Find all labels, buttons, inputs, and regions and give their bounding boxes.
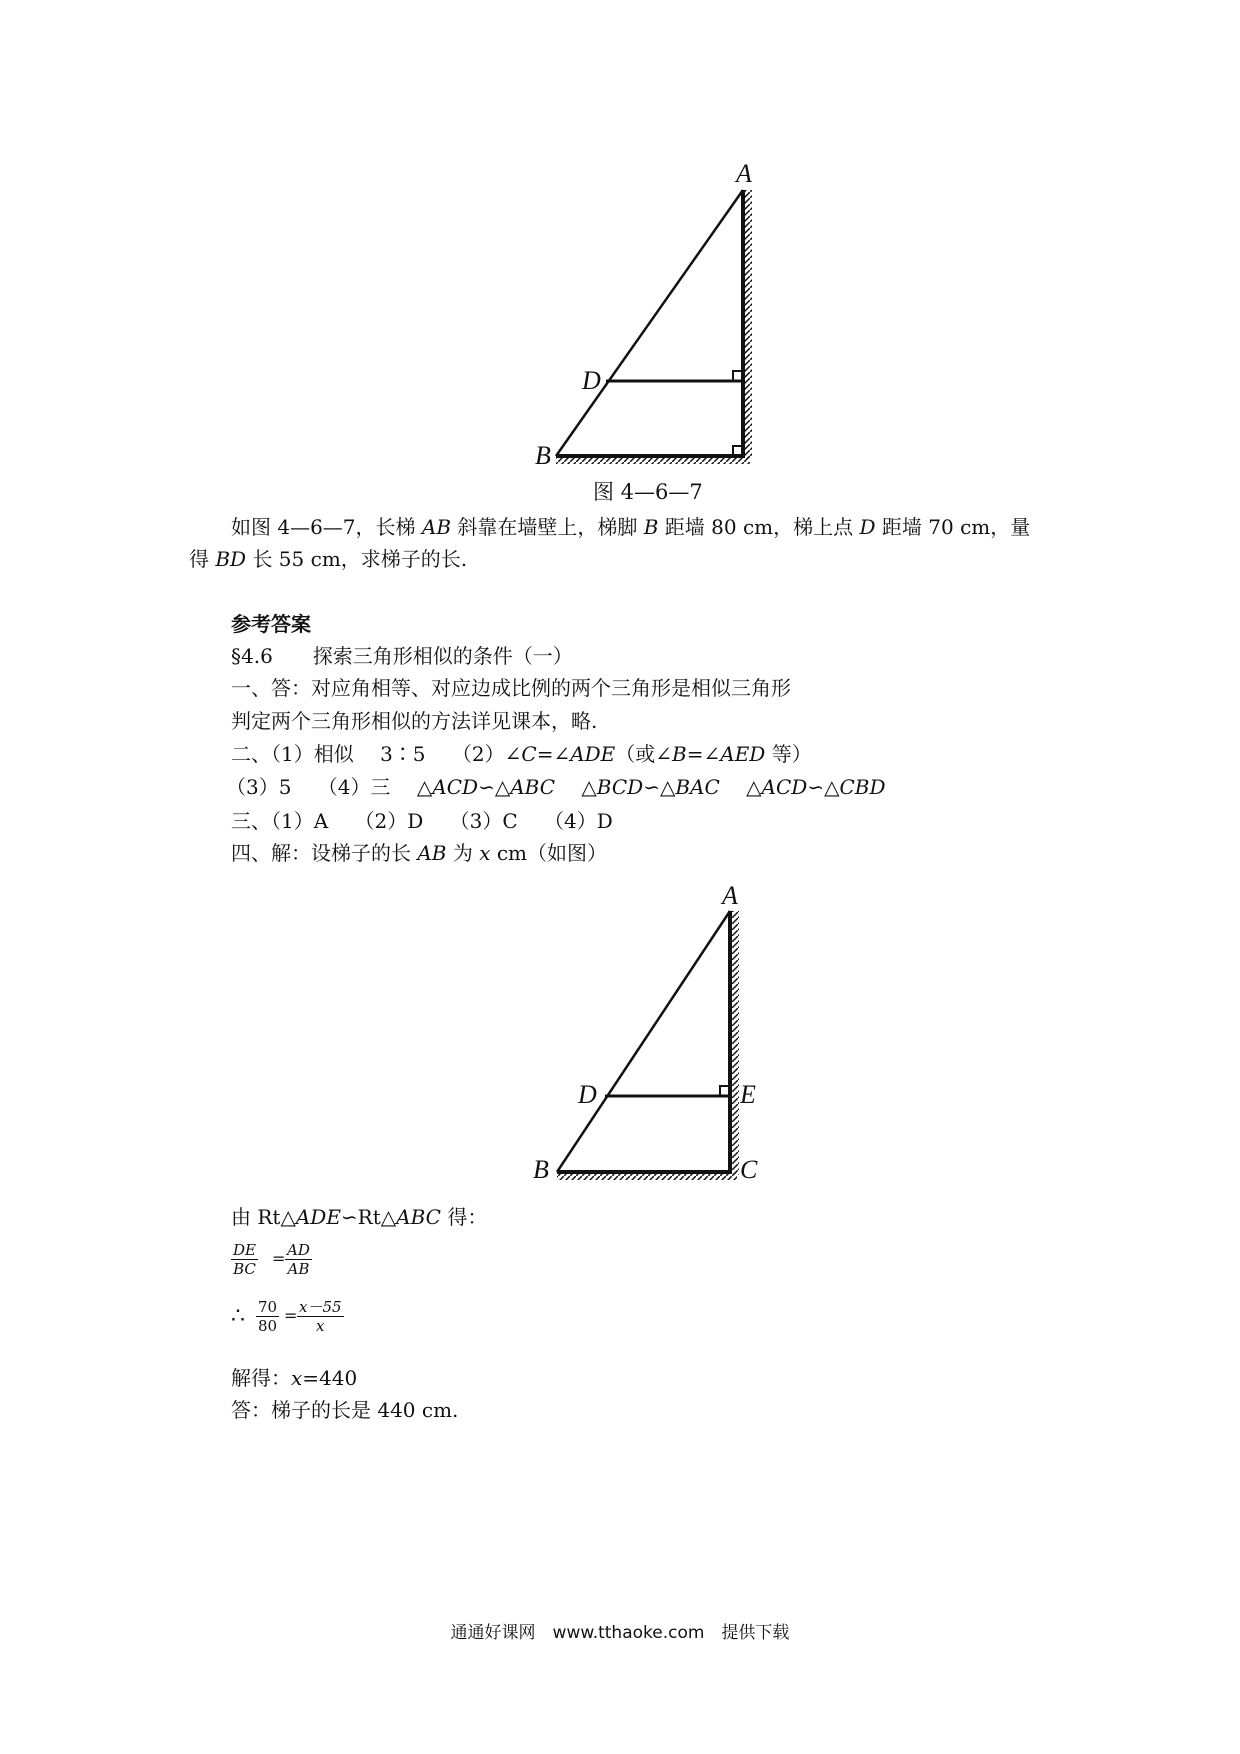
- var: ACD: [761, 775, 808, 799]
- var: D: [859, 515, 876, 539]
- text: 距墙 70 cm，量: [875, 515, 1031, 539]
- text: =440: [302, 1366, 358, 1390]
- solution-line-1: [231, 1204, 487, 1230]
- denominator: BC: [233, 1260, 256, 1278]
- solve-line: [231, 1365, 357, 1391]
- label-d: D: [578, 1080, 597, 1109]
- wall-hatch: [731, 911, 739, 1175]
- var: ABC: [396, 1205, 441, 1229]
- var: ACD: [432, 775, 479, 799]
- answer-2-line-1: [231, 741, 812, 767]
- text: 解得：: [231, 1366, 291, 1390]
- text: ∽△: [478, 775, 511, 799]
- var: ADE: [295, 1205, 341, 1229]
- therefore-symbol: ∴: [231, 1304, 245, 1329]
- answer-2-line-2: [226, 774, 886, 800]
- var: AB: [417, 841, 447, 865]
- fraction-de-bc: [231, 1241, 258, 1278]
- fraction-70-80: [256, 1298, 279, 1335]
- text: 得: [189, 547, 216, 571]
- text: 如图 4—6—7，长梯: [231, 515, 422, 539]
- text: =∠: [686, 742, 721, 766]
- ladder-ab: [557, 911, 730, 1172]
- answer-1-line-1: 一、答：对应角相等、对应边成比例的两个三角形是相似三角形: [231, 676, 791, 700]
- text: 等）: [765, 742, 812, 766]
- var: BD: [215, 547, 247, 571]
- ladder-ab: [556, 190, 743, 456]
- label-a: A: [736, 159, 752, 188]
- denominator: AB: [287, 1260, 310, 1278]
- figure-caption: 图 4—6—7: [593, 480, 703, 504]
- var: CBD: [839, 775, 886, 799]
- denominator: 80: [258, 1317, 278, 1335]
- text: 长 55 cm，求梯子的长.: [246, 547, 468, 571]
- answer-3-line: 三、（1）A （2）D （3）C （4）D: [231, 809, 613, 833]
- text: 由 Rt△: [231, 1205, 296, 1229]
- numerator: DE: [233, 1241, 256, 1259]
- var: x: [479, 841, 491, 865]
- equals-sign: =: [284, 1306, 298, 1325]
- var: B: [672, 742, 687, 766]
- label-b: B: [533, 1155, 549, 1184]
- label-a: A: [722, 881, 738, 910]
- page-footer: 通通好课网 www.tthaoke.com 提供下载: [450, 1623, 790, 1643]
- problem-line-2: [189, 546, 467, 572]
- fraction-x-55-over-x: [297, 1298, 344, 1335]
- text: =∠: [536, 742, 571, 766]
- text: ∽△: [807, 775, 840, 799]
- wall-hatch: [744, 190, 752, 458]
- answer-4-line: [231, 840, 607, 866]
- var: x: [291, 1366, 303, 1390]
- final-answer: 答：梯子的长是 440 cm.: [231, 1398, 459, 1422]
- text: cm（如图）: [490, 841, 608, 865]
- label-d: D: [582, 366, 601, 395]
- text: ∽△: [643, 775, 676, 799]
- text: △: [719, 775, 762, 799]
- problem-line-1: [231, 514, 1030, 540]
- var: AED: [720, 742, 766, 766]
- equals-sign: =: [272, 1249, 286, 1268]
- text: 斜靠在墙壁上，梯脚: [451, 515, 644, 539]
- text: （3）5 （4）三 △: [226, 775, 433, 799]
- figure-4-6-7: [520, 150, 780, 470]
- var: ABC: [510, 775, 556, 799]
- text: 二、（1）相似 3∶5 （2）∠: [231, 742, 522, 766]
- numerator: x－55: [299, 1298, 342, 1316]
- numerator: 70: [258, 1298, 278, 1316]
- var: B: [643, 515, 659, 539]
- label-b: B: [535, 441, 551, 470]
- section-title: §4.6 探索三角形相似的条件（一）: [231, 644, 573, 668]
- text: 为: [446, 841, 480, 865]
- label-c: C: [740, 1155, 758, 1184]
- text: ∽Rt△: [340, 1205, 397, 1229]
- label-e: E: [740, 1080, 756, 1109]
- text: 距墙 80 cm，梯上点: [658, 515, 860, 539]
- var: ADE: [570, 742, 616, 766]
- fraction-ad-ab: [285, 1241, 312, 1278]
- text: 四、解：设梯子的长: [231, 841, 418, 865]
- numerator: AD: [287, 1241, 310, 1259]
- text: 得：: [440, 1205, 488, 1229]
- var: BCD: [596, 775, 644, 799]
- answer-1-line-2: 判定两个三角形相似的方法详见课本，略.: [231, 709, 598, 733]
- var: C: [521, 742, 537, 766]
- text: （或∠: [615, 742, 673, 766]
- denominator: x: [316, 1317, 325, 1335]
- var: AB: [421, 515, 452, 539]
- var: BAC: [675, 775, 720, 799]
- answers-heading: 参考答案: [231, 612, 311, 636]
- text: △: [555, 775, 597, 799]
- solution-figure: [520, 875, 780, 1195]
